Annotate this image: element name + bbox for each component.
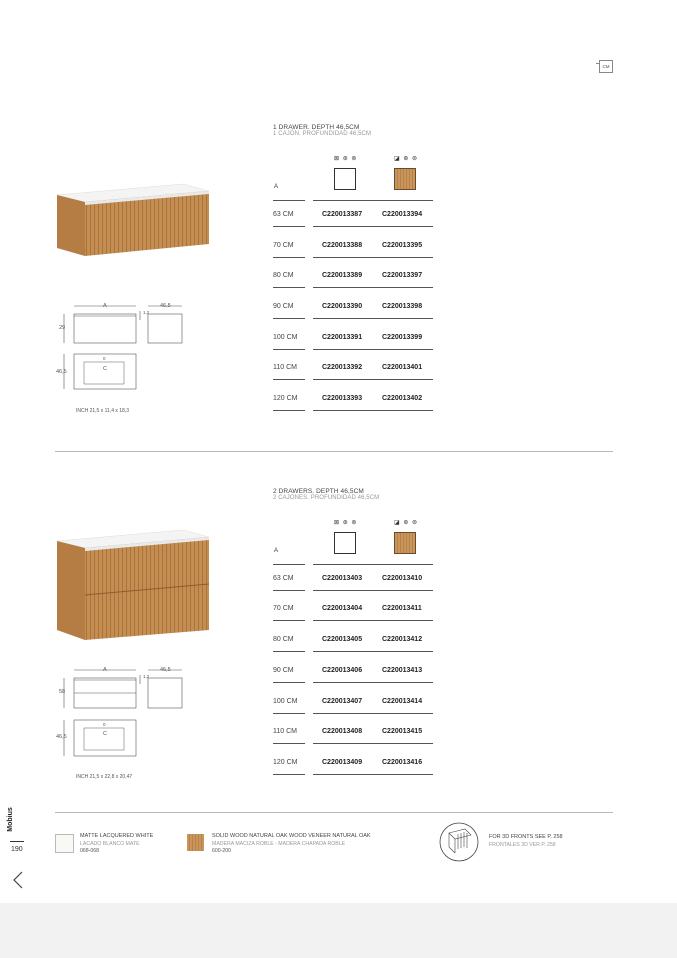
- table-row: 100 CM C220013391 C220013399: [273, 324, 438, 355]
- table-row: 100 CM C220013407 C220013414: [273, 688, 438, 719]
- table-row: 80 CM C220013405 C220013412: [273, 626, 438, 657]
- section-divider: [55, 451, 613, 452]
- units-label: CM: [599, 60, 613, 73]
- table-row: 80 CM C220013389 C220013397: [273, 262, 438, 293]
- dimension-drawing-1: [56, 300, 191, 420]
- page-number: 190: [11, 846, 23, 853]
- inch-note: INCH 21,5 x 11,4 x 18,3: [76, 408, 129, 414]
- table-row: 70 CM C220013404 C220013411: [273, 595, 438, 626]
- section-title: 1 DRAWER. DEPTH 46,5CM: [273, 124, 360, 131]
- swatch-oak: [394, 532, 416, 554]
- table-row: 63 CM C220013387 C220013394: [273, 201, 438, 232]
- section-subtitle: 2 CAJONES. PROFUNDIDAD 46,5CM: [273, 495, 380, 501]
- dimension-drawing-2: [56, 664, 191, 784]
- section-subtitle: 1 CAJÓN. PROFUNDIDAD 46,5CM: [273, 131, 372, 137]
- catalog-page: CM 1 DRAWER. DEPTH 46,5CM 1 CAJÓN. PROFUNDIDAD 46,5CM A 46,5 29 1,2 46,5 0 C INCH 21,5 x 11,4 x 18,3 ⊠ ⊛ ⊚ ◪ ⊛ ⊚ A 63 CM C220013387 C220013394 70 CM C220013388 C220013395 80 CM C220013389 C220013397 90 CM C220013390 C220013398 100 CM C220013391 C220013399 110 CM C220013392 C220013401 120 CM C220013393 C220013402 2 DRAWERS. DEPTH 46,5CM 2 CAJONES. PROFUNDIDAD 46,5CM A 46,5 58 1,2 46,5 0 C INCH 21,5 x 22,8 x 20,47 ⊠ ⊛ ⊚ ◪ ⊛ ⊚ A 63 CM C220013403 C220013410 70 CM C220013404 C220013411 80 CM C220013405 C220013412 90 CM C220013406 C220013413 100 CM C220013407 C220013414 110 CM C220013408 C220013415 120 CM C220013409 C220013416 MATTE LACQUERED WHITE LACADO BLANCO MATE 068-068 SOLID WOOD NATURAL OAK WOOD VENEER NATURAL OAK MADERA MACIZA ROBLE - MADERA CHAPADA ROBLE 600-200 FOR 3D FRONTS SEE P. 258 FRONTALES 3D VER P. 258 Mobius 190: [0, 0, 677, 903]
- section-title: 2 DRAWERS. DEPTH 46,5CM: [273, 488, 364, 495]
- footer-band: [0, 903, 677, 958]
- brand-vertical: Mobius: [6, 807, 14, 832]
- finish-icons-white: ⊠ ⊛ ⊚: [334, 156, 358, 162]
- column-a-label: A: [274, 548, 279, 554]
- table-row: 70 CM C220013388 C220013395: [273, 232, 438, 263]
- table-row: 110 CM C220013408 C220013415: [273, 718, 438, 749]
- 3d-fronts-icon: [437, 821, 481, 863]
- section-divider: [55, 812, 613, 813]
- table-row: 90 CM C220013406 C220013413: [273, 657, 438, 688]
- table-row: 120 CM C220013393 C220013402: [273, 385, 438, 416]
- table-row: 120 CM C220013409 C220013416: [273, 749, 438, 780]
- units-icon: [596, 59, 613, 73]
- table-row: 110 CM C220013392 C220013401: [273, 354, 438, 385]
- legend-swatch-oak: [187, 834, 204, 851]
- swatch-white: [334, 168, 356, 190]
- vanity-1-drawer-image: [55, 178, 211, 260]
- column-a-label: A: [274, 184, 279, 190]
- finish-icons-white: ⊠ ⊛ ⊚: [334, 520, 358, 526]
- back-arrow-icon[interactable]: [10, 870, 26, 890]
- swatch-white: [334, 532, 356, 554]
- finish-icons-oak: ◪ ⊛ ⊚: [394, 156, 419, 162]
- inch-note: INCH 21,5 x 22,8 x 20,47: [76, 774, 133, 780]
- vanity-2-drawers-image: [55, 522, 211, 642]
- table-row: 63 CM C220013403 C220013410: [273, 565, 438, 596]
- legend-swatch-white: [55, 834, 74, 853]
- finish-icons-oak: ◪ ⊛ ⊚: [394, 520, 419, 526]
- table-row: 90 CM C220013390 C220013398: [273, 293, 438, 324]
- swatch-oak: [394, 168, 416, 190]
